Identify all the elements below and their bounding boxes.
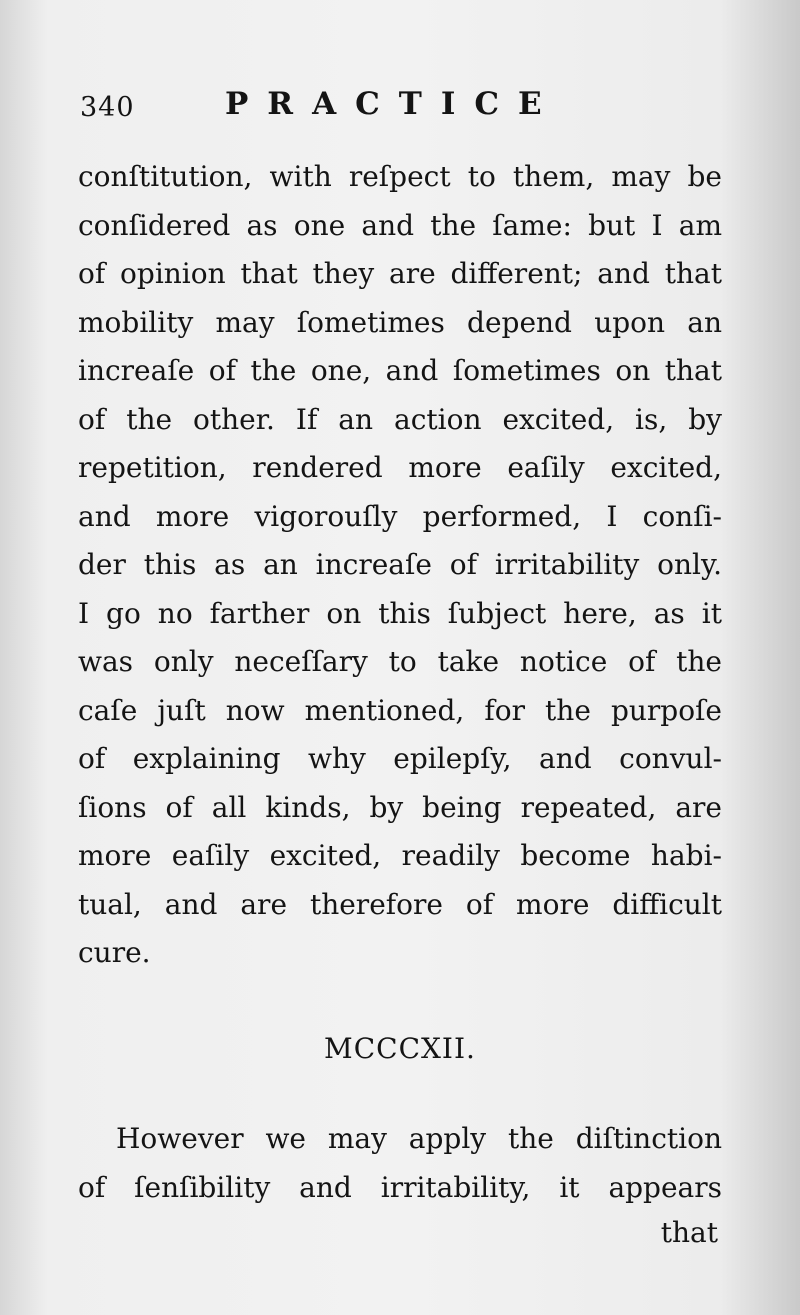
- text-line: of the other. If an action excited, is, by: [78, 402, 722, 436]
- text-line: and more vigorouſly performed, I conſi-: [78, 499, 722, 533]
- section-heading: MCCCXII.: [324, 1032, 476, 1065]
- text-line: mobility may ſometimes depend upon an: [78, 305, 722, 339]
- text-line: I go no farther on this ſubject here, as it: [78, 596, 722, 630]
- text-line: cure.: [78, 936, 151, 969]
- text-line: repetition, rendered more eaſily excited,: [78, 451, 722, 484]
- text-line: of explaining why epilepſy, and convul-: [78, 742, 722, 775]
- running-head: PRACTICE: [225, 86, 561, 122]
- text-line: increaſe of the one, and ſometimes on that: [78, 354, 722, 387]
- text-line: der this as an increaſe of irritability only.: [78, 548, 722, 581]
- text-line: ſions of all kinds, by being repeated, are: [78, 790, 722, 824]
- text-line: caſe juſt now mentioned, for the purpoſe: [78, 693, 722, 727]
- text-line: more eaſily excited, readily become habi-: [78, 839, 722, 872]
- page-header: [80, 86, 600, 126]
- text-line: of opinion that they are different; and that: [78, 257, 722, 290]
- text-line: of ſenſibility and irritability, it appears: [78, 1170, 722, 1204]
- text-line: However we may apply the diſtinction: [116, 1122, 722, 1155]
- page-number: 340: [80, 92, 135, 123]
- body-paragraph: [78, 153, 722, 978]
- text-line: tual, and are therefore of more difficult: [78, 887, 722, 921]
- text-line: conſtitution, with reſpect to them, may be: [78, 160, 722, 193]
- text-line: was only neceſſary to take notice of the: [78, 645, 722, 678]
- catchword: that: [660, 1216, 718, 1249]
- text-line: conſidered as one and the ſame: but I am: [78, 208, 722, 242]
- section-paragraph: [78, 1115, 722, 1212]
